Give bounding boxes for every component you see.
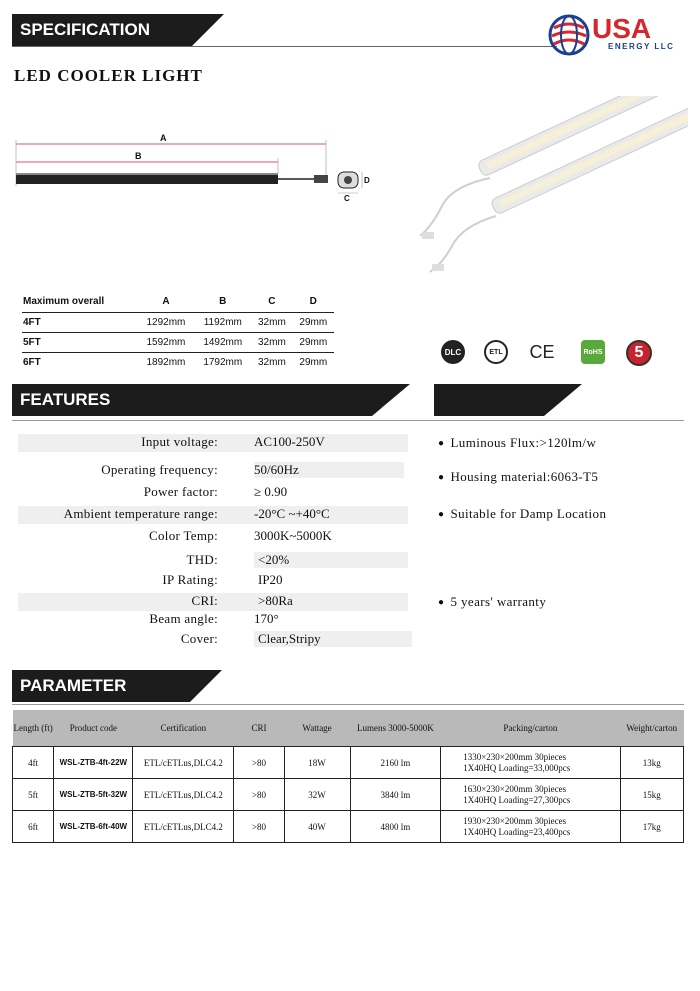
feature-row xyxy=(18,462,408,480)
feature-value: Clear,Stripy xyxy=(254,631,412,647)
table-row xyxy=(22,353,334,373)
feature-value: ≥ 0.90 xyxy=(254,484,288,499)
feature-row xyxy=(18,593,408,611)
feature-value: >80Ra xyxy=(258,593,293,608)
section-header-specification: SPECIFICATION xyxy=(12,14,192,46)
table-cell xyxy=(441,779,620,811)
table-row xyxy=(13,811,684,843)
table-cell: 1892mm xyxy=(138,353,195,373)
table-cell: 29mm xyxy=(293,333,334,353)
ce-cert-icon: CE xyxy=(529,341,555,362)
dimension-header-row xyxy=(22,290,334,313)
table-cell: 15kg xyxy=(620,779,683,811)
feature-label: Cover: xyxy=(180,631,218,646)
table-cell: 32W xyxy=(284,779,350,811)
feature-label: CRI: xyxy=(191,593,218,608)
table-cell xyxy=(441,811,620,843)
loading-line: 1X40HQ Loading=27,300pcs xyxy=(463,794,571,805)
section-header-features: FEATURES xyxy=(12,384,372,416)
param-col-header: CRI xyxy=(234,710,284,747)
dim-label-b: B xyxy=(135,151,142,161)
table-row xyxy=(13,747,684,779)
table-cell: 29mm xyxy=(293,313,334,333)
feature-label: Input voltage: xyxy=(141,434,218,449)
feature-value: <20% xyxy=(254,552,408,568)
table-cell: 5FT xyxy=(22,333,138,353)
packing-line: 1630×230×200mm 30pieces xyxy=(463,783,567,794)
table-cell: WSL-ZTB-4ft-22W xyxy=(54,747,133,779)
feature-label: Color Temp: xyxy=(149,528,218,543)
header-rule xyxy=(12,420,684,421)
table-cell: ETL/cETLus,DLC4.2 xyxy=(133,747,234,779)
header-tab-slant xyxy=(192,14,224,46)
table-cell: 4800 lm xyxy=(350,811,441,843)
logo-text: USA xyxy=(592,13,652,44)
table-cell: WSL-ZTB-5ft-32W xyxy=(54,779,133,811)
header-rule xyxy=(12,704,684,705)
feature-value: IP20 xyxy=(258,572,283,587)
feature-value: AC100-250V xyxy=(254,434,325,449)
feature-row xyxy=(18,631,408,649)
table-cell: 2160 lm xyxy=(350,747,441,779)
param-col-header: Lumens 3000-5000K xyxy=(350,710,441,747)
dim-col-header: C xyxy=(268,295,276,307)
feature-bullet: ● Luminous Flux:>120lm/w xyxy=(438,435,596,451)
feature-value: 3000K~5000K xyxy=(254,528,332,543)
table-cell: 3840 lm xyxy=(350,779,441,811)
feature-row xyxy=(18,552,408,570)
param-col-header: Length (ft) xyxy=(13,710,54,747)
dim-col-header: B xyxy=(219,295,227,307)
param-col-header: Packing/carton xyxy=(441,710,620,747)
table-cell: WSL-ZTB-6ft-40W xyxy=(54,811,133,843)
feature-row xyxy=(18,528,408,546)
parameter-header-row xyxy=(13,710,684,747)
globe-icon xyxy=(548,14,590,56)
table-row xyxy=(22,313,334,333)
header-blank-tab xyxy=(434,384,544,416)
param-col-header: Product code xyxy=(54,710,133,747)
dlc-cert-icon: DLC xyxy=(441,340,465,364)
param-col-header: Certification xyxy=(133,710,234,747)
feature-label: THD: xyxy=(186,552,218,567)
table-cell: 18W xyxy=(284,747,350,779)
table-cell: 4FT xyxy=(22,313,138,333)
rohs-cert-icon: RoHS xyxy=(581,340,605,364)
feature-value: -20°C ~+40°C xyxy=(254,506,330,521)
feature-label: IP Rating: xyxy=(162,572,218,587)
table-cell: 1292mm xyxy=(138,313,195,333)
feature-row xyxy=(18,506,408,524)
table-cell: 1192mm xyxy=(194,313,251,333)
feature-label: Power factor: xyxy=(143,484,218,499)
product-title: LED COOLER LIGHT xyxy=(14,66,203,85)
feature-row xyxy=(18,611,408,629)
feature-value: 170° xyxy=(254,611,279,626)
param-col-header: Weight/carton xyxy=(620,710,683,747)
dim-col-header: D xyxy=(309,295,317,307)
table-cell: 1592mm xyxy=(138,333,195,353)
packing-line: 1930×230×200mm 30pieces xyxy=(463,815,567,826)
table-cell: 1492mm xyxy=(194,333,251,353)
table-cell: >80 xyxy=(234,811,284,843)
header-tab-slant xyxy=(190,670,222,702)
feature-label: Ambient temperature range: xyxy=(63,506,218,521)
table-cell: 4ft xyxy=(13,747,54,779)
param-col-header: Wattage xyxy=(284,710,350,747)
dim-label-c: C xyxy=(344,194,350,203)
table-cell: 32mm xyxy=(251,333,292,353)
table-cell: 6ft xyxy=(13,811,54,843)
table-cell xyxy=(441,747,620,779)
loading-line: 1X40HQ Loading=23,400pcs xyxy=(463,826,571,837)
feature-label: Operating frequency: xyxy=(101,462,218,477)
feature-label: Beam angle: xyxy=(149,611,218,626)
table-cell: 17kg xyxy=(620,811,683,843)
feature-bullet: ● 5 years' warranty xyxy=(438,594,546,610)
feature-row xyxy=(18,572,408,590)
feature-row xyxy=(18,434,408,452)
logo-subtext: ENERGY LLC xyxy=(608,42,675,51)
table-row xyxy=(13,779,684,811)
feature-value: 50/60Hz xyxy=(254,462,404,478)
warranty-5-icon: 5 xyxy=(626,340,652,366)
table-cell: 40W xyxy=(284,811,350,843)
dim-label-a: A xyxy=(160,133,167,143)
loading-line: 1X40HQ Loading=33,000pcs xyxy=(463,762,571,773)
table-cell: 13kg xyxy=(620,747,683,779)
header-tab-slant xyxy=(372,384,410,416)
table-cell: ETL/cETLus,DLC4.2 xyxy=(133,779,234,811)
dimension-table xyxy=(22,290,334,372)
dim-col-header: Maximum overall xyxy=(23,295,105,307)
header-rule xyxy=(12,46,557,47)
feature-bullet: ● Housing material:6063-T5 xyxy=(438,469,598,485)
packing-line: 1330×230×200mm 30pieces xyxy=(463,751,567,762)
dimension-drawing xyxy=(10,130,380,210)
table-cell: >80 xyxy=(234,747,284,779)
table-cell: 5ft xyxy=(13,779,54,811)
dim-label-d: D xyxy=(364,176,370,185)
product-photo xyxy=(412,96,688,276)
table-cell: 6FT xyxy=(22,353,138,373)
table-cell: >80 xyxy=(234,779,284,811)
section-header-parameter: PARAMETER xyxy=(12,670,190,702)
etl-cert-icon: ETL xyxy=(484,340,508,364)
table-cell: ETL/cETLus,DLC4.2 xyxy=(133,811,234,843)
header-tab-slant xyxy=(544,384,582,416)
parameter-table xyxy=(12,710,684,843)
company-logo xyxy=(548,14,688,58)
table-cell: 32mm xyxy=(251,313,292,333)
table-cell: 32mm xyxy=(251,353,292,373)
dim-col-header: A xyxy=(162,295,170,307)
feature-row xyxy=(18,484,408,502)
table-row xyxy=(22,333,334,353)
table-cell: 1792mm xyxy=(194,353,251,373)
feature-bullet: ● Suitable for Damp Location xyxy=(438,506,606,522)
table-cell: 29mm xyxy=(293,353,334,373)
